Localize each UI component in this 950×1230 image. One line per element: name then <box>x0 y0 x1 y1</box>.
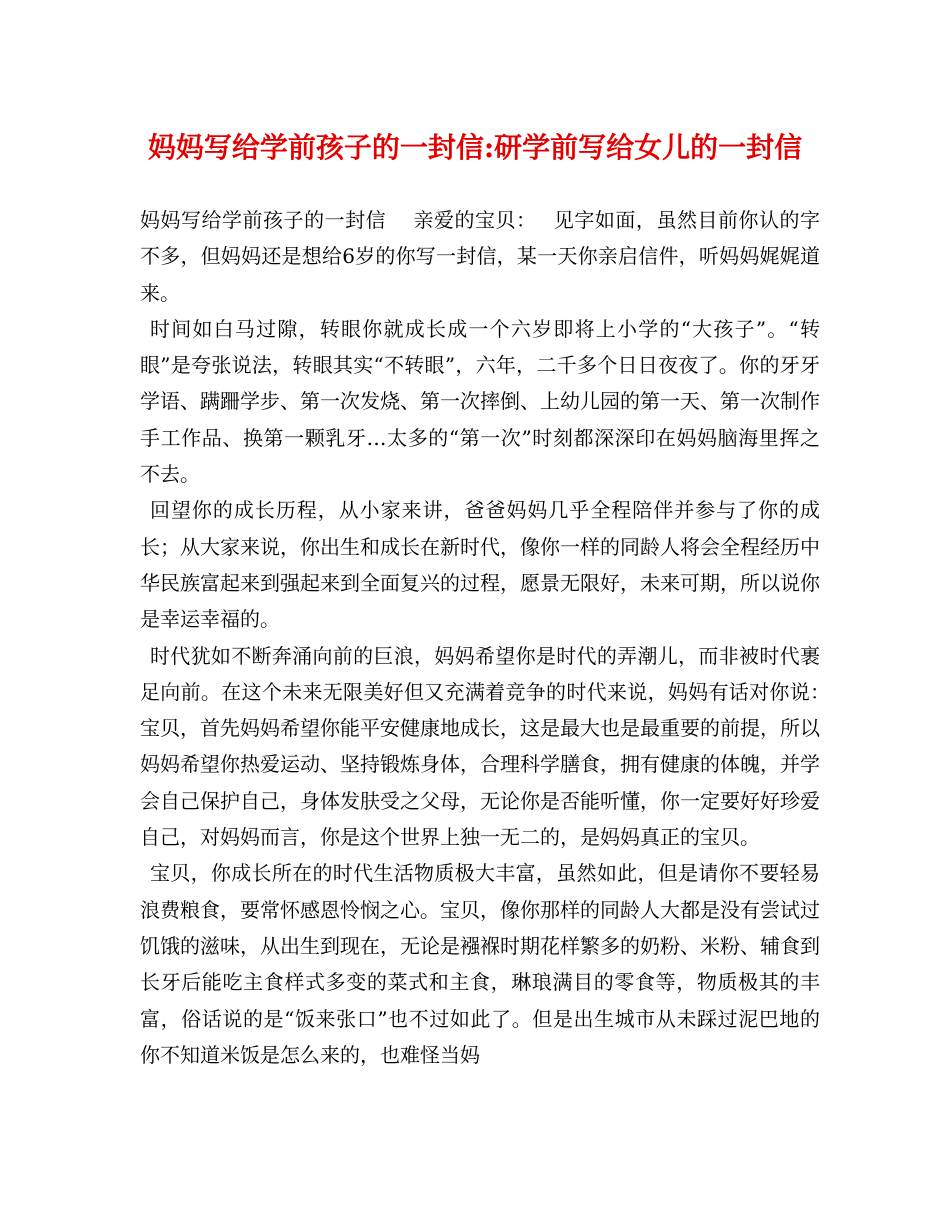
paragraph-time: 时间如白马过隙，转眼你就成长成一个六岁即将上小学的“大孩子”。“转眼”是夸张说法，转眼其实“不转眼”，六年，二千多个日日夜夜了。你的牙牙学语、蹒跚学步、第一次发烧、第一次摔倒、上幼儿园的第一天、第一次制作手工作品、换第一颗乳牙…太多的“第一次”时刻都深深印在妈妈脑海里挥之不去。 <box>140 316 820 487</box>
paragraph-era: 时代犹如不断奔涌向前的巨浪，妈妈希望你是时代的弄潮儿，而非被时代裹足向前。在这个未来无限美好但又充满着竞争的时代来说，妈妈有话对你说： 宝贝，首先妈妈希望你能平安健康地成长，这是最大也是最重要的前提，所以妈妈希望你热爱运动、坚持锻炼身体，合理科学膳食，拥有健康的体魄，并学会自己保护自己，身体发肤受之父母，无论你是否能听懂，你一定要好好珍爱自己，对妈妈而言，你是这个世界上独一无二的，是妈妈真正的宝贝。 <box>140 643 847 850</box>
document-title: 妈妈写给学前孩子的一封信:研学前写给女儿的一封信 <box>147 131 803 164</box>
paragraph-food: 宝贝，你成长所在的时代生活物质极大丰富，虽然如此，但是请你不要轻易浪费粮食，要常怀感恩怜悯之心。宝贝，像你那样的同龄人大都是没有尝试过饥饿的滋味，从出生到现在，无论是襁褓时期花样繁多的奶粉、米粉、辅食到长牙后能吃主食样式多变的菜式和主食，琳琅满目的零食等，物质极其的丰富，俗话说的是“饭来张口”也不过如此了。但是出生城市从未踩过泥巴地的你不知道米饭是怎么来的，也难怪当妈 <box>140 861 820 1067</box>
paragraph-intro: 妈妈写给学前孩子的一封信 亲爱的宝贝： 见字如面，虽然目前你认的字不多，但妈妈还是想给6岁的你写一封信，某一天你亲启信件，听妈妈娓娓道来。 <box>140 208 820 305</box>
document-body <box>140 202 847 1073</box>
paragraph-growth: 回望你的成长历程，从小家来讲，爸爸妈妈几乎全程陪伴并参与了你的成长；从大家来说，你出生和成长在新时代，像你一样的同龄人将会全程经历中华民族富起来到强起来到全面复兴的过程，愿景无限好，未来可期，所以说你是幸运幸福的。 <box>140 498 820 632</box>
